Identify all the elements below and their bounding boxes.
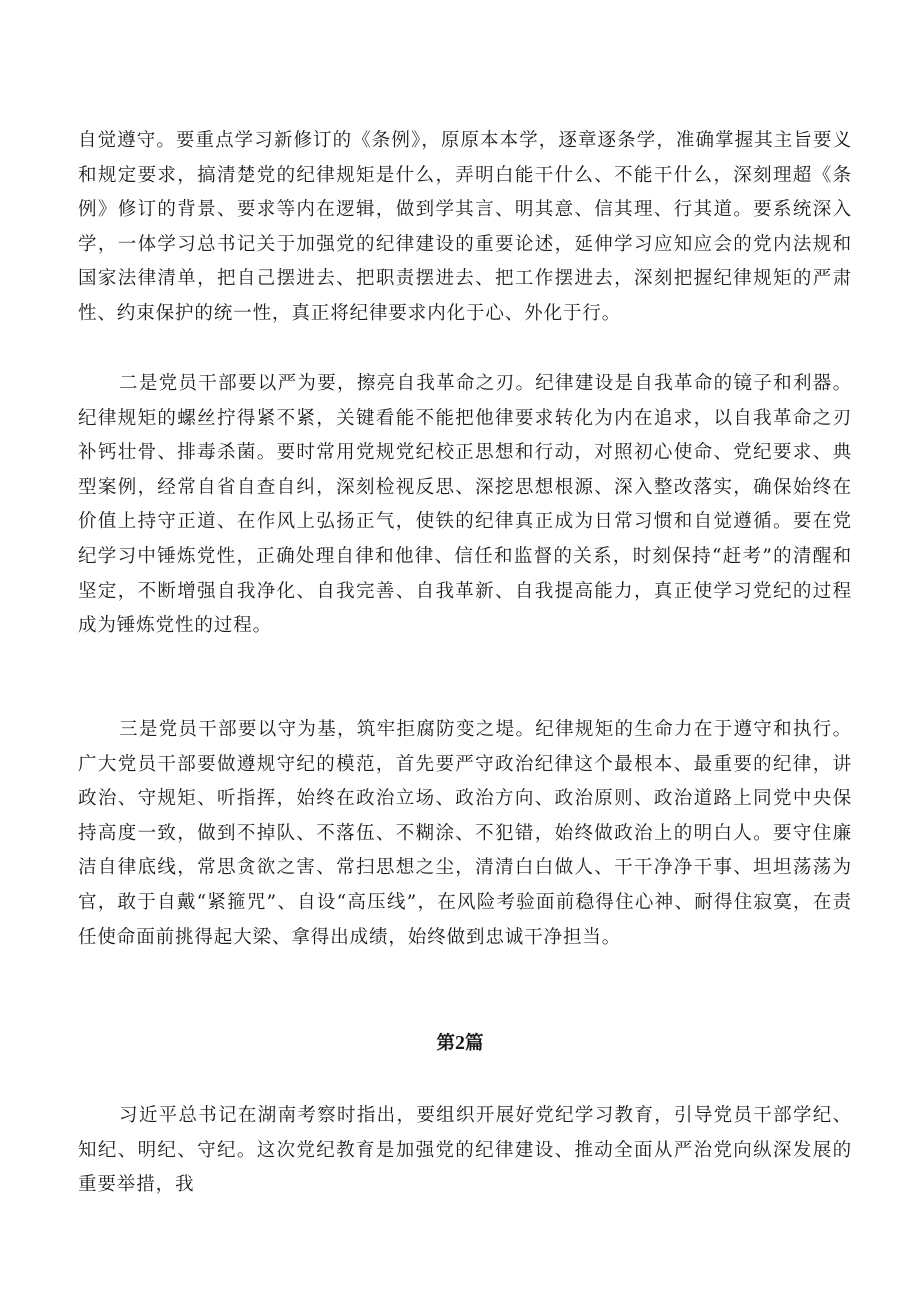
section-heading-number: 2 [455, 1032, 465, 1054]
paragraph-self-revolution: 二是党员干部要以严为要，擦亮自我革命之刃。纪律建设是自我革命的镜子和利器。纪律规矩的螺丝拧得紧不紧，关键看能不能把他律要求转化为内在追求，以自我革命之刃补钙壮骨、排毒杀菌。要时常用党规党纪校正思想和行动，对照初心使命、党纪要求、典型案例，经常自省自查自纠，深刻检视反思、深挖思想根源、深入整改落实，确保始终在价值上持守正道、在作风上弘扬正气，使铁的纪律真正成为日常习惯和自觉遵循。要在党纪学习中锤炼党性，正确处理自律和他律、信任和监督的关系，时刻保持“赶考”的清醒和坚定，不断增强自我净化、自我完善、自我革新、自我提高能力，真正使学习党纪的过程成为锤炼党性的过程。 [78, 373, 852, 637]
section-heading [0, 1026, 920, 1062]
paragraph-section2-intro: 习近平总书记在湖南考察时指出，要组织开展好党纪学习教育，引导党员干部学纪、知纪、明纪、守纪。这次党纪教育是加强党的纪律建设、推动全面从严治党向纵深发展的重要举措，我 [78, 1105, 852, 1196]
paragraph-anti-corruption: 三是党员干部要以守为基，筑牢拒腐防变之堤。纪律规矩的生命力在于遵守和执行。广大党员干部要做遵规守纪的模范，首先要严守政治纪律这个最根本、最重要的纪律，讲政治、守规矩、听指挥，始终在政治立场、政治方向、政治原则、政治道路上同党中央保持高度一致，做到不掉队、不落伍、不糊涂、不犯错，始终做政治上的明白人。要守住廉洁自律底线，常思贪欲之害、常扫思想之尘，清清白白做人、干干净净干事、坦坦荡荡为官，敢于自戴“紧箍咒”、自设“高压线”，在风险考验面前稳得住心神、耐得住寂寞，在责任使命面前挑得起大梁、拿得出成绩，始终做到忠诚干净担当。 [78, 719, 852, 948]
section-heading-suffix: 篇 [465, 1033, 484, 1054]
section-heading-prefix: 第 [436, 1033, 455, 1054]
paragraph-study-regulations: 自觉遵守。要重点学习新修订的《条例》，原原本本学，逐章逐条学，准确掌握其主旨要义和规定要求，搞清楚党的纪律规矩是什么，弄明白能干什么、不能干什么，深刻理超《条例》修订的背景、要求等内在逻辑，做到学其言、明其意、信其理、行其道。要系统深入学，一体学习总书记关于加强党的纪律建设的重要论述，延伸学习应知应会的党内法规和国家法律清单，把自己摆进去、把职责摆进去、把工作摆进去，深刻把握纪律规矩的严肃性、约束保护的统一性，真正将纪律要求内化于心、外化于行。 [78, 130, 852, 324]
